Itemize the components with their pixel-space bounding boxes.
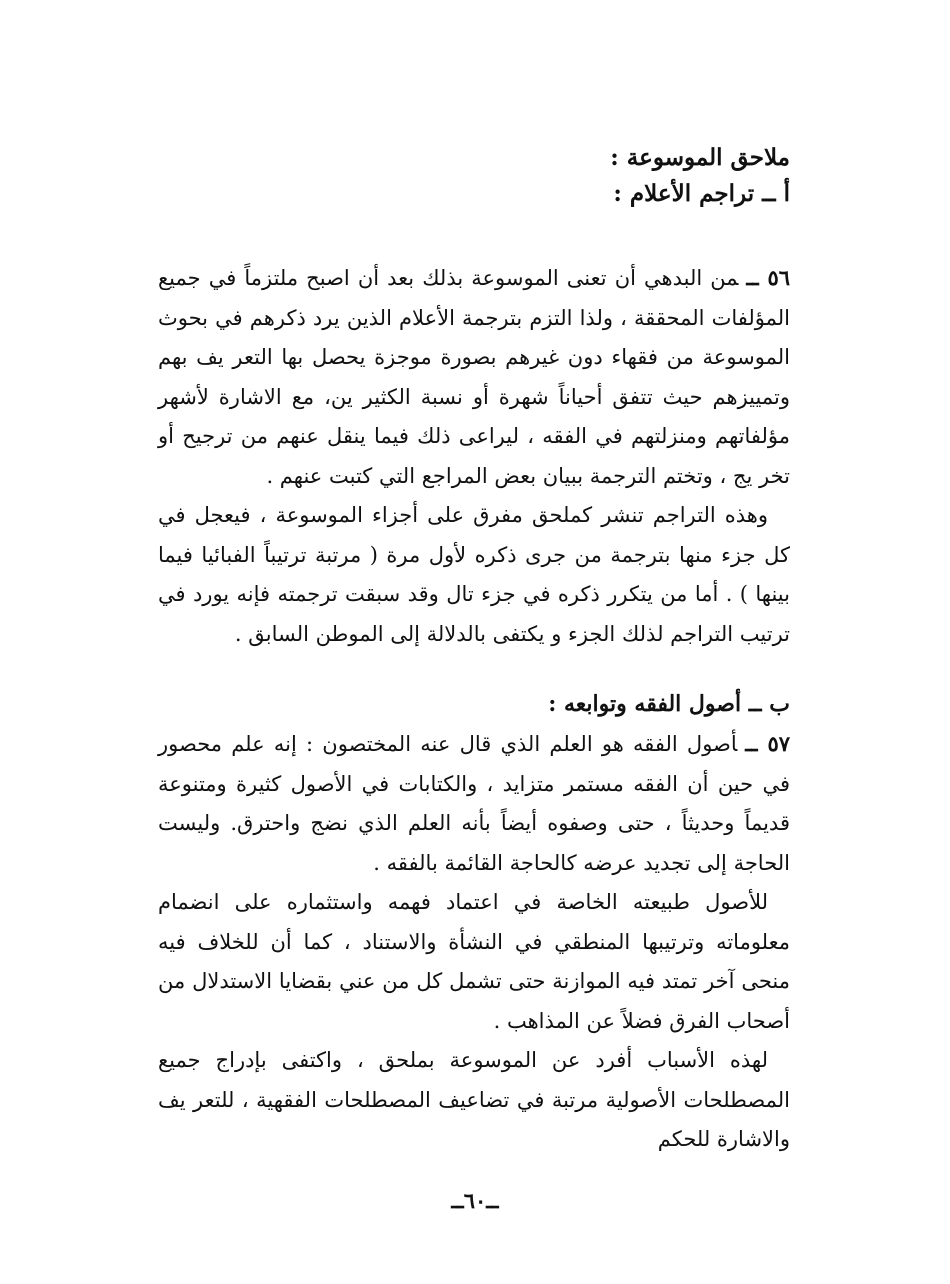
paragraph-56-continued: وهذه التراجم تنشر كملحق مفرق على أجزاء الموسوعة ، فيعجل في كل جزء منها بترجمة من جرى ذكره لأول مرة ( مرتبة ترتيباً الفبائيا فيما بينها ) . أما من يتكرر ذكره في جزء تال وقد سبقت ترجمته فإنه يورد في ترتيب التراجم لذلك الجزء و يكتفى بالدلالة إلى الموطن السابق . <box>158 503 790 646</box>
paragraph-57-text: أصول الفقه هو العلم الذي قال عنه المختصون : إنه علم محصور في حين أن الفقه مستمر متزايد ، والكتابات في الأصول كثيرة ومتنوعة قديماً وحديثاً ، حتى وصفوه أيضاً بأنه العلم الذي نضج واحترق. وليست الحاجة إلى تجديد عرضه كالحاجة القائمة بالفقه . <box>158 732 790 875</box>
paragraph-57-continued: للأصول طبيعته الخاصة في اعتماد فهمه واستثماره على انضمام معلوماته وترتيبها المنطقي في النشأة والاستناد ، كما أن للخلاف فيه منحى آخر تمتد فيه الموازنة حتى تشمل كل من عني بقضايا الاستدلال من أصحاب الفرق فضلاً عن المذاهب . <box>158 890 790 1033</box>
paragraph-56 <box>158 258 790 496</box>
paragraph-57-final: لهذه الأسباب أفرد عن الموسوعة بملحق ، واكتفى بإدراج جميع المصطلحات الأصولية مرتبة في تضاعيف المصطلحات الفقهية ، للتعر يف والاشارة للحكم <box>158 1048 790 1151</box>
biographies-subheading: أ ــ تراجم الأعلام : <box>613 180 790 207</box>
page-number: ــ٦٠ــ <box>451 1188 499 1213</box>
paragraph-56-text: من البدهي أن تعنى الموسوعة بذلك بعد أن اصبح ملتزماً في جميع المؤلفات المحققة ، ولذا التزم بترجمة الأعلام الذين يرد ذكرهم في بحوث الموسوعة من فقهاء دون غيرهم بصورة موجزة يحصل بها التعر يف بهم وتمييزهم حيث تتفق أحياناً شهرة أو نسبة الكثير ين، مع الاشارة لأشهر مؤلفاتهم ومنزلتهم في الفقه ، ليراعى ذلك فيما ينقل عنهم من ترجيح أو تخر يج ، وتختم الترجمة ببيان بعض المراجع التي كتبت عنهم . <box>158 266 790 488</box>
paragraph-number-57: ٥٧ ــ <box>745 731 790 756</box>
page-body <box>158 140 790 1160</box>
paragraph-number-56: ٥٦ ــ <box>746 265 790 290</box>
appendices-heading: ملاحق الموسوعة : <box>610 144 790 171</box>
usul-al-fiqh-heading: ب ــ أصول الفقه وتوابعه : <box>548 691 790 717</box>
paragraph-57 <box>158 724 790 883</box>
